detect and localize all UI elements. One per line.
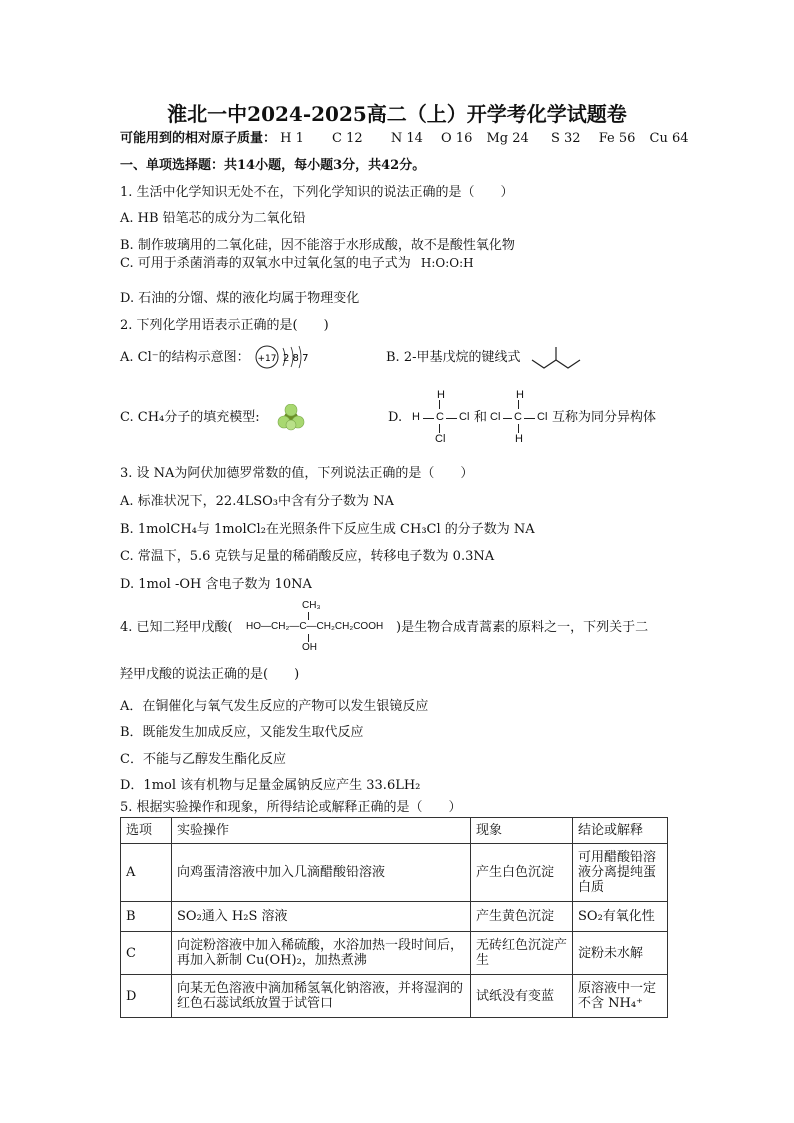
group-ch3: CH₃ [302, 600, 321, 611]
row-b-conclusion: SO₂有氧化性 [573, 902, 668, 932]
q4-option-a: A．在铜催化与氧气发生反应的产物可以发生银镜反应 [120, 699, 429, 714]
header-option: 选项 [121, 818, 172, 844]
q1-option-c [120, 255, 474, 272]
q3-option-c: C. 常温下，5.6 克铁与足量的稀硝酸反应，转移电子数为 0.3NA [120, 549, 495, 564]
atom-c: C [436, 411, 444, 423]
atom-c: C [514, 411, 522, 423]
experiment-table [120, 817, 668, 1018]
q2-stem: 2. 下列化学用语表示正确的是( ) [120, 318, 329, 333]
q2-option-a-label: A. Cl⁻的结构示意图： [120, 350, 250, 365]
q4-option-b: B．既能发生加成反应，又能发生取代反应 [120, 725, 364, 740]
row-a-conclusion: 可用醋酸铅溶液分离提纯蛋白质 [573, 844, 668, 902]
mass-s: S 32 [550, 131, 581, 146]
row-d-phenomenon: 试纸没有变蓝 [471, 975, 573, 1018]
mass-h: H 1 [280, 131, 304, 146]
q2-option-d-label: D. [388, 410, 403, 425]
row-c-operation: 向淀粉溶液中加入稀硫酸，水浴加热一段时间后，再加入新制 Cu(OH)₂，加热煮沸 [172, 932, 471, 975]
row-b-option: B [121, 902, 172, 932]
q4-option-c: C．不能与乙醇发生酯化反应 [120, 752, 286, 767]
q4-option-d: D．1mol 该有机物与足量金属钠反应产生 33.6LH₂ [120, 778, 421, 793]
row-d-operation: 向某无色溶液中滴加稀氢氧化钠溶液，并将湿润的红色石蕊试纸放置于试管口 [172, 975, 471, 1018]
2-methylpentane-skeletal [530, 344, 586, 372]
atom-cl-right: Cl [537, 411, 548, 423]
q1-option-a: A. HB 铅笔芯的成分为二氧化铅 [120, 211, 306, 226]
row-a-option: A [121, 844, 172, 902]
atom-h-top: H [516, 389, 524, 401]
row-c-conclusion: 淀粉未水解 [573, 932, 668, 975]
dichloromethane-structure-2 [490, 389, 550, 445]
dihydroxymethylpentanoic-acid-structure [246, 600, 396, 654]
table-row [121, 975, 668, 1018]
bond [524, 418, 535, 419]
bond [423, 418, 434, 419]
nucleus-charge: +17 [257, 354, 277, 364]
atom-cl-right: Cl [459, 411, 470, 423]
mass-o: O 16 [441, 131, 473, 146]
page-title: 淮北一中2024-2025高二（上）开学考化学试题卷 [167, 102, 627, 126]
mass-n: N 14 [390, 131, 423, 146]
bond [518, 424, 519, 433]
q3-option-a: A. 标准状况下，22.4LSO₃中含有分子数为 NA [120, 494, 394, 509]
bond [503, 418, 512, 419]
electron-shells: 2 8 7 [283, 353, 309, 364]
q4-stem-pre: 4. 已知二羟甲戊酸( [120, 620, 233, 635]
atom-cl-left: Cl [490, 411, 501, 423]
table-row [121, 844, 668, 902]
bond [308, 612, 309, 620]
bond [439, 400, 440, 409]
q1-option-b: B. 制作玻璃用的二氧化硅，因不能溶于水形成酸，故不是酸性氧化物 [120, 238, 515, 253]
row-a-operation: 向鸡蛋清溶液中加入几滴醋酸铅溶液 [172, 844, 471, 902]
bond [518, 400, 519, 409]
row-a-phenomenon: 产生白色沉淀 [471, 844, 573, 902]
table-row [121, 902, 668, 932]
main-chain: HO—CH₂—C—CH₂CH₂COOH [246, 621, 384, 632]
mass-mg: Mg 24 [486, 131, 529, 146]
bond [446, 418, 457, 419]
mass-fe: Fe 56 [598, 131, 636, 146]
row-b-operation: SO₂通入 H₂S 溶液 [172, 902, 471, 932]
mass-c: C 12 [332, 131, 363, 146]
header-conclusion: 结论或解释 [573, 818, 668, 844]
atom-cl-bottom: Cl [435, 433, 446, 445]
q4-stem-line2: 羟甲戊酸的说法正确的是( ) [120, 667, 300, 682]
row-d-conclusion: 原溶液中一定不含 NH₄⁺ [573, 975, 668, 1018]
h2o2-electron-formula: H:O:O:H [420, 256, 474, 270]
cl-ion-structure-diagram [252, 342, 312, 372]
header-operation: 实验操作 [172, 818, 471, 844]
q3-stem: 3. 设 NA为阿伏加德罗常数的值，下列说法正确的是（ ） [120, 466, 474, 481]
q3-option-b: B. 1molCH₄与 1molCl₂在光照条件下反应生成 CH₃Cl 的分子数为 NA [120, 522, 535, 537]
group-oh: OH [302, 642, 317, 653]
table-header-row [121, 818, 668, 844]
row-c-phenomenon: 无砖红色沉淀产生 [471, 932, 573, 975]
mass-cu: Cu 64 [649, 131, 689, 146]
row-b-phenomenon: 产生黄色沉淀 [471, 902, 573, 932]
bond [308, 634, 309, 642]
dichloromethane-structure-1 [412, 389, 472, 445]
atomic-masses-label: 可能用到的相对原子质量： [120, 131, 277, 146]
q2-option-c-label: C. CH₄分子的填充模型: [120, 410, 260, 425]
q4-stem-post: )是生物合成青蒿素的原料之一，下列关于二 [396, 620, 649, 635]
ch4-space-filling-model [276, 404, 306, 432]
q2-d-and: 和 [474, 410, 488, 425]
atom-h-top: H [437, 389, 445, 401]
header-phenomenon: 现象 [471, 818, 573, 844]
atomic-masses [120, 131, 689, 147]
q5-stem: 5. 根据实验操作和现象，所得结论或解释正确的是（ ） [120, 800, 462, 815]
q2-option-b-label: B. 2-甲基戊烷的键线式 [386, 350, 521, 365]
q1-option-d: D. 石油的分馏、煤的液化均属于物理变化 [120, 291, 360, 306]
q1-stem: 1. 生活中化学知识无处不在，下列化学知识的说法正确的是（ ） [120, 185, 514, 200]
row-c-option: C [121, 932, 172, 975]
q1-option-c-text: C. 可用于杀菌消毒的双氧水中过氧化氢的电子式为 [120, 256, 411, 271]
table-row [121, 932, 668, 975]
atom-h-bottom: H [515, 433, 523, 445]
atom-h-left: H [412, 411, 420, 423]
row-d-option: D [121, 975, 172, 1018]
q3-option-d: D. 1mol -OH 含电子数为 10NA [120, 577, 312, 592]
bond [439, 424, 440, 433]
q2-d-tail: 互称为同分异构体 [552, 410, 657, 425]
section-heading: 一、单项选择题：共14小题，每小题3分，共42分。 [120, 158, 426, 173]
